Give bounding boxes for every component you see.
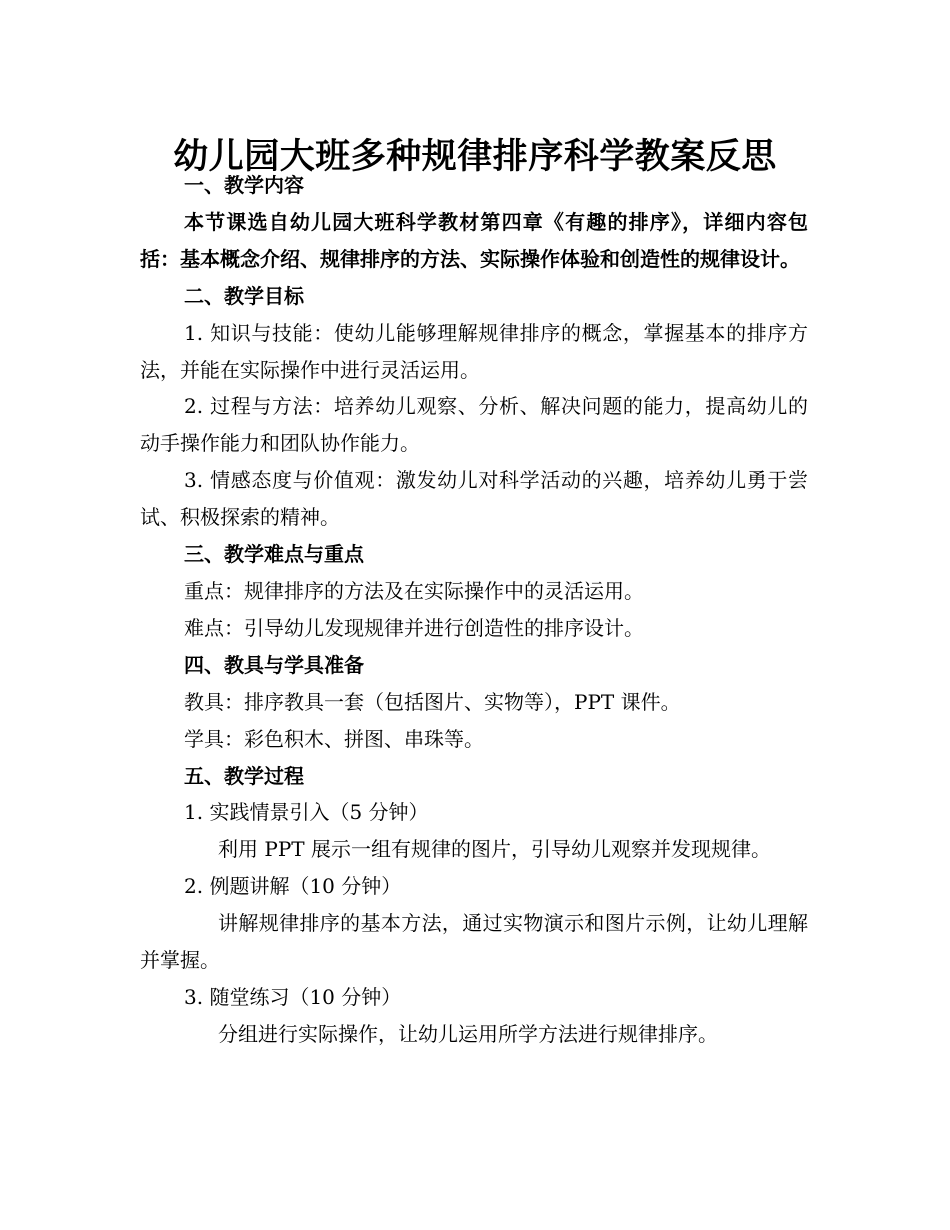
process-step-2-detail: 讲解规律排序的基本方法，通过实物演示和图片示例，让幼儿理解并掌握。 [140, 911, 808, 973]
process-step-2: 2. 例题讲解（10 分钟） [184, 874, 402, 899]
process-step-1: 1. 实践情景引入（5 分钟） [184, 800, 429, 825]
objective-item-1: 1. 知识与技能：使幼儿能够理解规律排序的概念，掌握基本的排序方法，并能在实际操作中进行灵活运用。 [140, 320, 808, 382]
objective-item-2: 2. 过程与方法：培养幼儿观察、分析、解决问题的能力，提高幼儿的动手操作能力和团队协作能力。 [140, 394, 808, 456]
process-step-3: 3. 随堂练习（10 分钟） [184, 984, 402, 1009]
section-heading-3: 三、教学难点与重点 [184, 542, 364, 567]
section-heading-5: 五、教学过程 [184, 763, 304, 788]
content-paragraph: 本节课选自幼儿园大班科学教材第四章《有趣的排序》，详细内容包括：基本概念介绍、规律排序的方法、实际操作体验和创造性的规律设计。 [140, 209, 808, 271]
process-step-1-detail: 利用 PPT 展示一组有规律的图片，引导幼儿观察并发现规律。 [218, 837, 771, 862]
document-body [140, 167, 808, 1053]
difficult-point: 难点：引导幼儿发现规律并进行创造性的排序设计。 [184, 615, 644, 640]
section-heading-2: 二、教学目标 [184, 283, 304, 308]
section-heading-4: 四、教具与学具准备 [184, 652, 364, 677]
key-point: 重点：规律排序的方法及在实际操作中的灵活运用。 [184, 578, 644, 603]
process-step-3-detail: 分组进行实际操作，让幼儿运用所学方法进行规律排序。 [218, 1021, 718, 1046]
learning-aids: 学具：彩色积木、拼图、串珠等。 [184, 726, 484, 751]
section-heading-1: 一、教学内容 [184, 173, 304, 197]
teaching-aids: 教具：排序教具一套（包括图片、实物等），PPT 课件。 [184, 689, 681, 714]
objective-item-3: 3. 情感态度与价值观：激发幼儿对科学活动的兴趣，培养幼儿勇于尝试、积极探索的精神。 [140, 468, 808, 530]
page-title: 幼儿园大班多种规律排序科学教案反思 [173, 136, 777, 178]
